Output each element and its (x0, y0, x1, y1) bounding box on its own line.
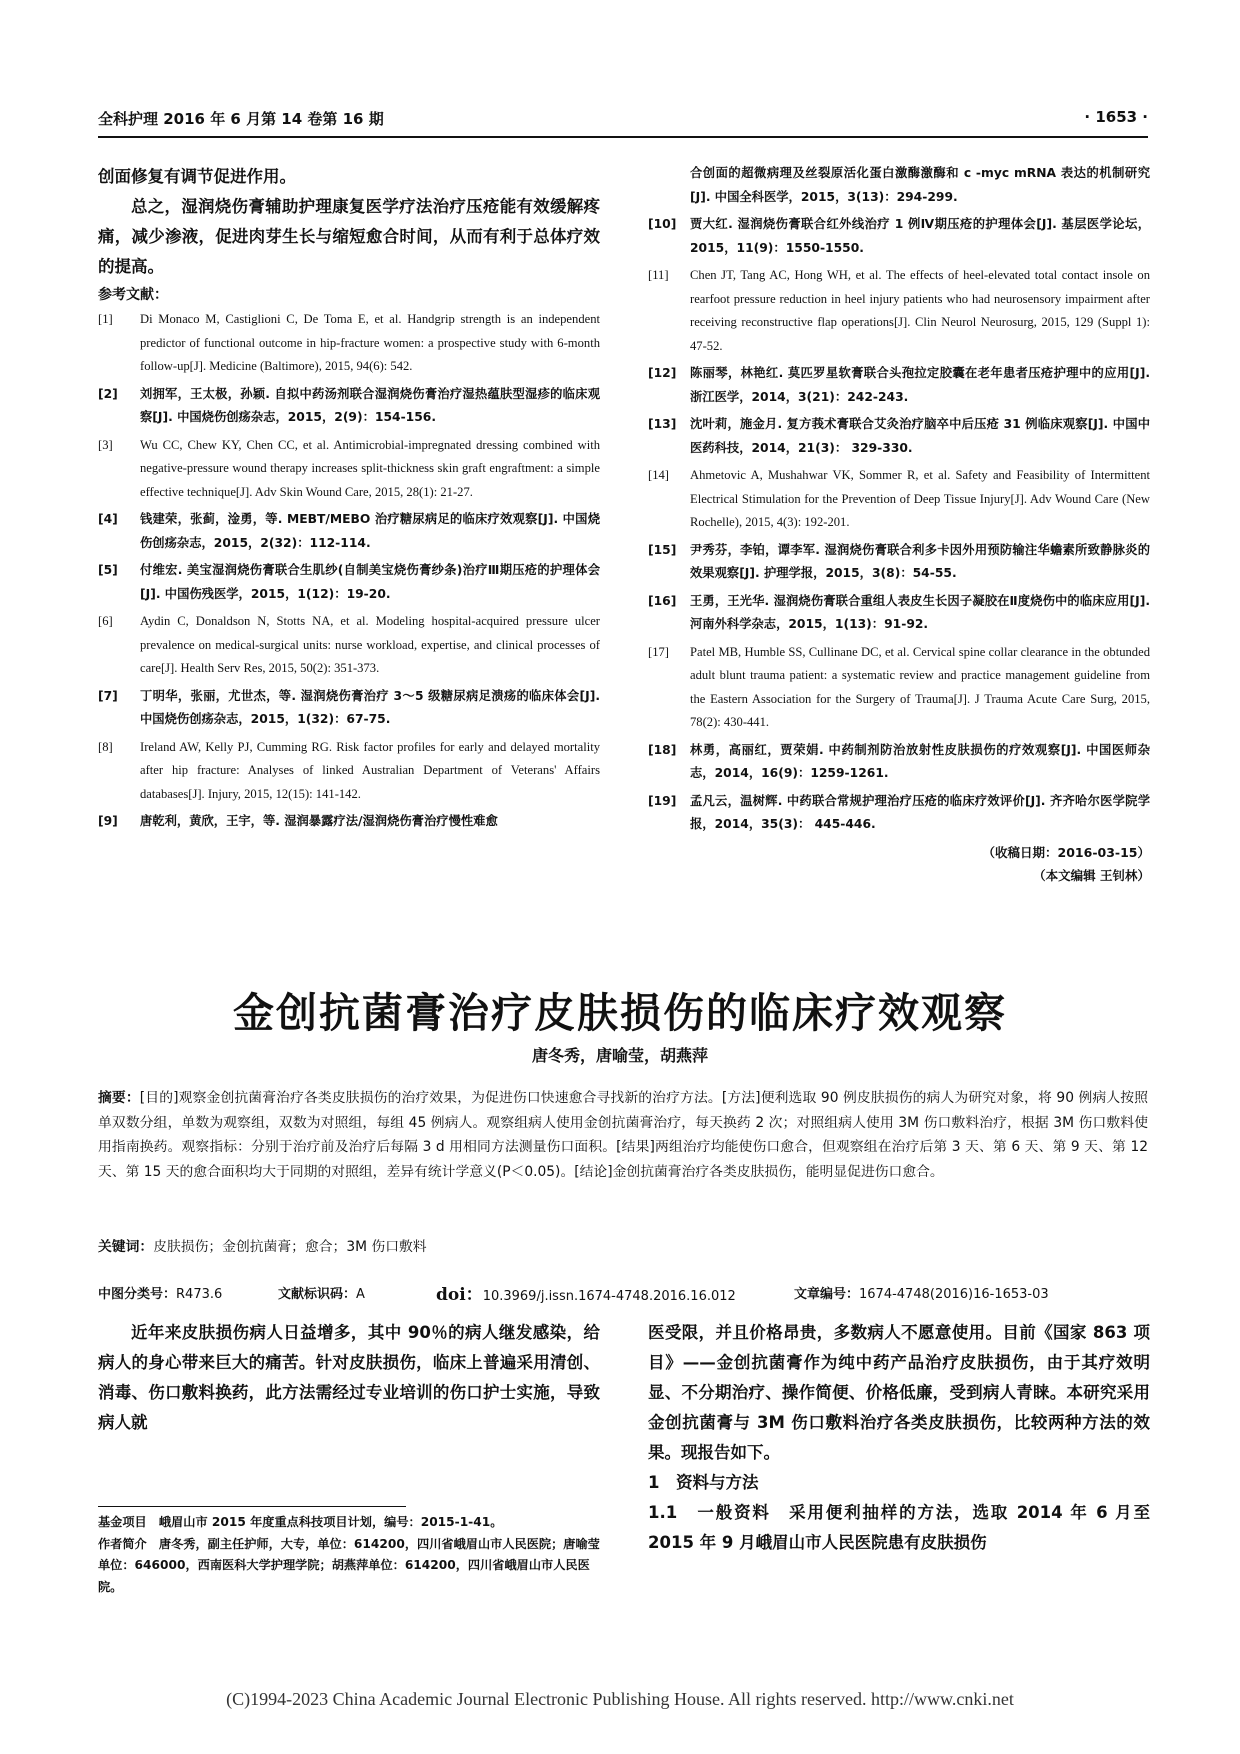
reference-text: Aydin C, Donaldson N, Stotts NA, et al. Modeling hospital-acquired pressure ulcer prevalence on medical-surgical units: nurse workload, expertise, and clinical processes of care[J]. Health Serv Res, 2015, 50(2): 351-373. (140, 614, 600, 675)
doi-value: 10.3969/j.issn.1674-4748.2016.16.012 (482, 1289, 736, 1304)
previous-article-left-column (98, 162, 600, 838)
journal-issue: 全科护理 2016 年 6 月第 14 卷第 16 期 (98, 110, 384, 128)
reference-item (98, 508, 600, 555)
reference-item (98, 559, 600, 606)
references-heading: 参考文献： (98, 287, 168, 303)
article-title: 金创抗菌膏治疗皮肤损伤的临床疗效观察 (233, 989, 1007, 1037)
reference-item (648, 641, 1150, 735)
clc-value: R473.6 (176, 1287, 223, 1302)
copyright-notice: (C)1994-2023 China Academic Journal Electronic Publishing House. All rights reserved. http://www.cnki.net (226, 1689, 1014, 1709)
reference-number: [8] (98, 739, 113, 754)
subsection-1-1-text: 采用便利抽样的方法，选取 2014 年 6 月至 2015 年 9 月峨眉山市人民医院患有皮肤损伤 (648, 1503, 1151, 1552)
reference-number: [5] (98, 563, 118, 577)
reference-number: [12] (648, 366, 677, 380)
reference-item (98, 610, 600, 681)
reference-number: [6] (98, 614, 113, 628)
clc-label: 中图分类号： (98, 1287, 177, 1302)
reference-number: [19] (648, 793, 677, 808)
footnote-fund: 基金项目 峨眉山市 2015 年度重点科技项目计划，编号：2015-1-41。 (98, 1515, 503, 1529)
reference-item (648, 213, 1150, 260)
reference-text: 林勇，高丽红，贾荣娟. 中药制剂防治放射性皮肤损伤的疗效观察[J]. 中国医师杂志，2014，16(9)：1259-1261. (690, 742, 1150, 780)
reference-number: [13] (648, 417, 677, 431)
prev-paragraph-1: 创面修复有调节促进作用。 (98, 167, 296, 186)
intro-paragraph-left: 近年来皮肤损伤病人日益增多，其中 90％的病人继发感染，给病人的身心带来巨大的痛苦。针对皮肤损伤，临床上普遍采用清创、消毒、伤口敷料换药，此方法需经过专业培训的伤口护士实施，导致病人就 (98, 1323, 600, 1432)
footnotes (98, 1512, 600, 1598)
reference-item (648, 362, 1150, 409)
reference-text: Patel MB, Humble SS, Cullinane DC, et al. Cervical spine collar clearance in the obtunded adult blunt trauma patient: a systematic review and practice management guideline from the Eastern Association for the Surgery of Trauma[J]. J Trauma Acute Care Surg, 2015, 78(2): 430-441. (690, 644, 1150, 729)
reference-number: [7] (98, 688, 118, 703)
page-number: · 1653 · (1084, 108, 1148, 126)
reference-9-continuation: 合创面的超微病理及丝裂原活化蛋白激酶激酶和 c -myc mRNA 表达的机制研究[J]. 中国全科医学，2015，3(13)：294-299. (690, 166, 1150, 204)
reference-item (648, 790, 1150, 837)
subsection-1-1-label: 1.1 一般资料 (648, 1503, 771, 1522)
abstract-text: [目的]观察金创抗菌膏治疗各类皮肤损伤的治疗效果，为促进伤口快速愈合寻找新的治疗方法。[方法]便利选取 90 例皮肤损伤的病人为研究对象，将 90 例病人按照单双数分组，单数为观察组，双数为对照组，每组 45 例病人。观察组病人使用金创抗菌膏治疗，每天换药 2 次；对照组病人使用 3M 伤口敷料治疗，根据 3M 伤口敷料使用指南换药。观察指标：分别于治疗前及治疗后每隔 3 d 用相同方法测量伤口面积。[结果]两组治疗均能使伤口愈合，但观察组在治疗后第 3 天、第 6 天、第 9 天、第 12 天、第 15 天的愈合面积均大于同期的对照组，差异有统计学意义(P＜0.05)。[结论]金创抗菌膏治疗各类皮肤损伤，能明显促进伤口愈合。 (98, 1090, 1148, 1180)
keywords-label: 关键词： (98, 1239, 154, 1255)
reference-list-right (648, 213, 1150, 837)
reference-number: [18] (648, 742, 677, 757)
reference-item (648, 539, 1150, 586)
doc-code-value: A (356, 1287, 365, 1302)
reference-text: Ireland AW, Kelly PJ, Cumming RG. Risk factor profiles for early and delayed mortality after hip fracture: Analyses of linked Australian Department of Veterans' Affairs databases[J]. Injury, 2015, 12(15): 141-142. (140, 739, 600, 801)
reference-text: 刘拥军，王太极，孙颖. 自拟中药汤剂联合湿润烧伤膏治疗湿热蕴肤型湿疹的临床观察[J]. 中国烧伤创疡杂志，2015，2(9)：154-156. (140, 386, 600, 424)
reference-item (648, 413, 1150, 460)
reference-number: [4] (98, 512, 118, 526)
reference-text: 丁明华，张丽，尤世杰，等. 湿润烧伤膏治疗 3～5 级糖尿病足溃疡的临床体会[J]. 中国烧伤创疡杂志，2015，1(32)：67-75. (140, 688, 600, 726)
reference-number: [17] (648, 644, 669, 659)
intro-right-column (648, 1318, 1150, 1558)
footnote-rule (98, 1506, 406, 1507)
reference-text: Ahmetovic A, Mushahwar VK, Sommer R, et al. Safety and Feasibility of Intermittent Electrical Stimulation for the Prevention of Deep Tissue Injury[J]. Adv Wound Care (New Rochelle), 2015, 4(3): 192-201. (690, 468, 1150, 529)
reference-list-left (98, 308, 600, 834)
article-number-value: 1674-4748(2016)16-1653-03 (859, 1287, 1049, 1302)
subsection-1-1 (648, 1498, 1150, 1558)
editor-credit: （本文编辑 王钊林） (1033, 867, 1150, 883)
reference-text: 钱建荣，张蓟，淦勇，等. MEBT/MEBO 治疗糖尿病足的临床疗效观察[J]. 中国烧伤创疡杂志，2015，2(32)：112-114. (140, 512, 600, 550)
reference-item (98, 810, 600, 834)
reference-item (98, 434, 600, 505)
reference-number: [10] (648, 217, 677, 231)
reference-item (648, 590, 1150, 637)
reference-text: 唐乾利，黄欣，王宇，等. 湿润暴露疗法/湿润烧伤膏治疗慢性难愈 (140, 814, 498, 828)
intro-paragraph-right: 医受限，并且价格昂贵，多数病人不愿意使用。目前《国家 863 项目》——金创抗菌膏作为纯中药产品治疗皮肤损伤，由于其疗效明显、不分期治疗、操作简便、价格低廉，受到病人青睐。本研究采用金创抗菌膏与 3M 伤口敷料治疗各类皮肤损伤，比较两种方法的效果。现报告如下。 (648, 1323, 1150, 1462)
section-1-heading: 1 资料与方法 (648, 1473, 759, 1492)
reference-number: [16] (648, 593, 677, 608)
reference-text: Di Monaco M, Castiglioni C, De Toma E, et al. Handgrip strength is an independent predictor of functional outcome in hip-fracture women: a prospective study with 6-month follow-up[J]. Medicine (Baltimore), 2015, 94(6): 542. (140, 312, 600, 373)
reference-text: 付维宏. 美宝湿润烧伤膏联合生肌纱(自制美宝烧伤膏纱条)治疗Ⅲ期压疮的护理体会[J]. 中国伤残医学，2015，1(12)：19-20. (140, 563, 600, 601)
article-number (794, 1283, 1049, 1307)
reference-text: 贾大红. 湿润烧伤膏联合红外线治疗 1 例Ⅳ期压疮的护理体会[J]. 基层医学论坛，2015，11(9)：1550-1550. (690, 217, 1150, 255)
reference-number: [3] (98, 437, 113, 452)
prev-conclusion-paragraph: 总之，湿润烧伤膏辅助护理康复医学疗法治疗压疮能有效缓解疼痛，减少渗液，促进肉芽生长与缩短愈合时间，从而有利于总体疗效的提高。 (98, 197, 600, 276)
previous-article-right-column (648, 162, 1150, 887)
keywords (98, 1235, 1148, 1259)
reference-item (648, 264, 1150, 358)
reference-item (98, 308, 600, 379)
doi (436, 1283, 736, 1309)
clc (98, 1283, 222, 1307)
abstract (98, 1086, 1148, 1184)
doc-code-label: 文献标识码： (278, 1287, 357, 1302)
abstract-label: 摘要： (98, 1090, 140, 1106)
reference-number: [9] (98, 814, 118, 828)
reference-text: 尹秀芬，李铂，谭李军. 湿润烧伤膏联合利多卡因外用预防输注华蟾素所致静脉炎的效果观察[J]. 护理学报，2015，3(8)：54-55. (690, 542, 1150, 580)
article-authors: 唐冬秀，唐喻莹，胡燕萍 (531, 1046, 708, 1065)
article-number-label: 文章编号： (794, 1287, 860, 1302)
keywords-text: 皮肤损伤；金创抗菌膏；愈合；3M 伤口敷料 (153, 1239, 427, 1255)
reference-number: [2] (98, 386, 118, 401)
reference-number: [11] (648, 268, 669, 282)
reference-text: Wu CC, Chew KY, Chen CC, et al. Antimicrobial-impregnated dressing combined with negative-pressure wound therapy increases split-thickness skin graft engraftment: a simple effective technique[J]. Adv Skin Wound Care, 2015, 28(1): 21-27. (140, 437, 600, 499)
classification-line (98, 1283, 1148, 1307)
doc-code (278, 1283, 365, 1307)
reference-item (98, 736, 600, 807)
reference-item (98, 383, 600, 430)
reference-text: 沈叶莉，施金月. 复方莪术膏联合艾灸治疗脑卒中后压疮 31 例临床观察[J]. 中国中医药科技，2014，21(3)： 329-330. (690, 417, 1150, 455)
reference-text: 陈丽琴，林艳红. 莫匹罗星软膏联合头孢拉定胶囊在老年患者压疮护理中的应用[J]. 浙江医学，2014，3(21)：242-243. (690, 366, 1150, 404)
reference-number: [1] (98, 312, 113, 326)
reference-item (648, 464, 1150, 535)
running-header (98, 108, 1148, 130)
received-date: （收稿日期：2016-03-15） (982, 844, 1150, 860)
reference-number: [14] (648, 468, 669, 482)
reference-number: [15] (648, 542, 677, 557)
reference-text: Chen JT, Tang AC, Hong WH, et al. The effects of heel-elevated total contact insole on rearfoot pressure reduction in heel injury patients who had neurosensory impairment after receiving reconstructive flap operations[J]. Clin Neurol Neurosurg, 2015, 129 (Suppl 1): 47-52. (690, 268, 1150, 353)
reference-item (98, 685, 600, 732)
reference-text: 孟凡云，温树辉. 中药联合常规护理治疗压疮的临床疗效评价[J]. 齐齐哈尔医学院学报，2014，35(3)： 445-446. (690, 793, 1150, 831)
header-rule (98, 136, 1148, 138)
footnote-author-bio: 作者简介 唐冬秀，副主任护师，大专，单位：614200，四川省峨眉山市人民医院；唐喻莹单位：646000，西南医科大学护理学院；胡燕萍单位：614200，四川省峨眉山市人民医院。 (98, 1536, 600, 1594)
reference-text: 王勇，王光华. 湿润烧伤膏联合重组人表皮生长因子凝胶在Ⅱ度烧伤中的临床应用[J]. 河南外科学杂志，2015，1(13)：91-92. (690, 593, 1150, 631)
intro-left-column (98, 1318, 600, 1438)
doi-label: doi： (436, 1285, 483, 1305)
reference-item (648, 739, 1150, 786)
